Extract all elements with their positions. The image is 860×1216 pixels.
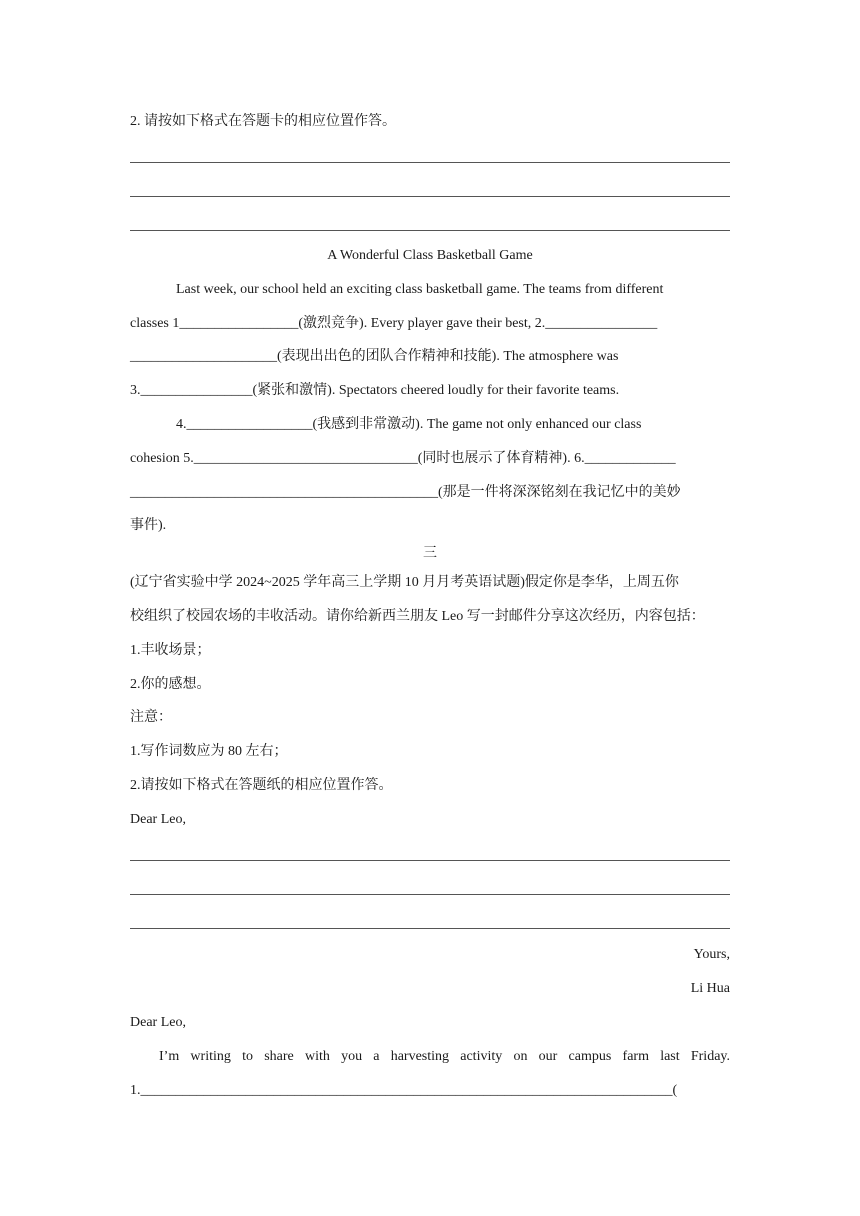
prompt-line: Dear Leo, <box>130 812 186 827</box>
essay-line: 3.________________(紧张和激情). Spectators cheered loudly for their favorite teams. <box>130 383 620 398</box>
essay-line: ____________________________________________(那是一件将深深铭刻在我记忆中的美妙 <box>130 485 681 500</box>
answer-rule <box>130 860 730 861</box>
prompt-line: 2.你的感想。 <box>130 677 211 692</box>
closing: Yours, <box>693 947 730 962</box>
section-marker: 三 <box>423 546 437 561</box>
prompt-line: 2.请按如下格式在答题纸的相应位置作答。 <box>130 778 393 793</box>
answer-rule <box>130 894 730 895</box>
answer-rule <box>130 928 730 929</box>
essay-line: Last week, our school held an exciting class basketball game. The teams from different <box>176 282 664 297</box>
essay-line: 4.__________________(我感到非常激动). The game not only enhanced our class <box>176 417 642 432</box>
essay-line: _____________________(表现出出色的团队合作精神和技能). The atmosphere was <box>130 349 619 364</box>
prompt-line: 1.丰收场景； <box>130 643 211 658</box>
prompt-line: 注意： <box>130 710 172 725</box>
signature: Li Hua <box>690 981 730 996</box>
letter-greeting: Dear Leo, <box>130 1015 186 1030</box>
answer-rule <box>130 230 730 231</box>
letter-line: 1.____________________________________________________________________________( <box>130 1083 678 1098</box>
prompt-line: (辽宁省实验中学 2024~2025 学年高三上学期 10 月月考英语试题)假定你是李华，上周五你 <box>130 575 679 590</box>
answer-rule <box>130 162 730 163</box>
essay-line: classes 1_________________(激烈竞争). Every player gave their best, 2.________________ <box>130 316 658 331</box>
instruction-line: 2. 请按如下格式在答题卡的相应位置作答。 <box>130 114 396 129</box>
letter-line: I’m writing to share with you a harvesting activity on our campus farm last Friday. <box>159 1049 730 1064</box>
prompt-line: 校组织了校园农场的丰收活动。请你给新西兰朋友 Leo 写一封邮件分享这次经历，内容包括： <box>130 609 705 624</box>
answer-rule <box>130 196 730 197</box>
essay-title: A Wonderful Class Basketball Game <box>327 248 533 263</box>
essay-line: 事件). <box>130 518 167 533</box>
essay-line: cohesion 5.________________________________(同时也展示了体育精神). 6._____________ <box>130 451 676 466</box>
prompt-line: 1.写作词数应为 80 左右； <box>130 744 288 759</box>
